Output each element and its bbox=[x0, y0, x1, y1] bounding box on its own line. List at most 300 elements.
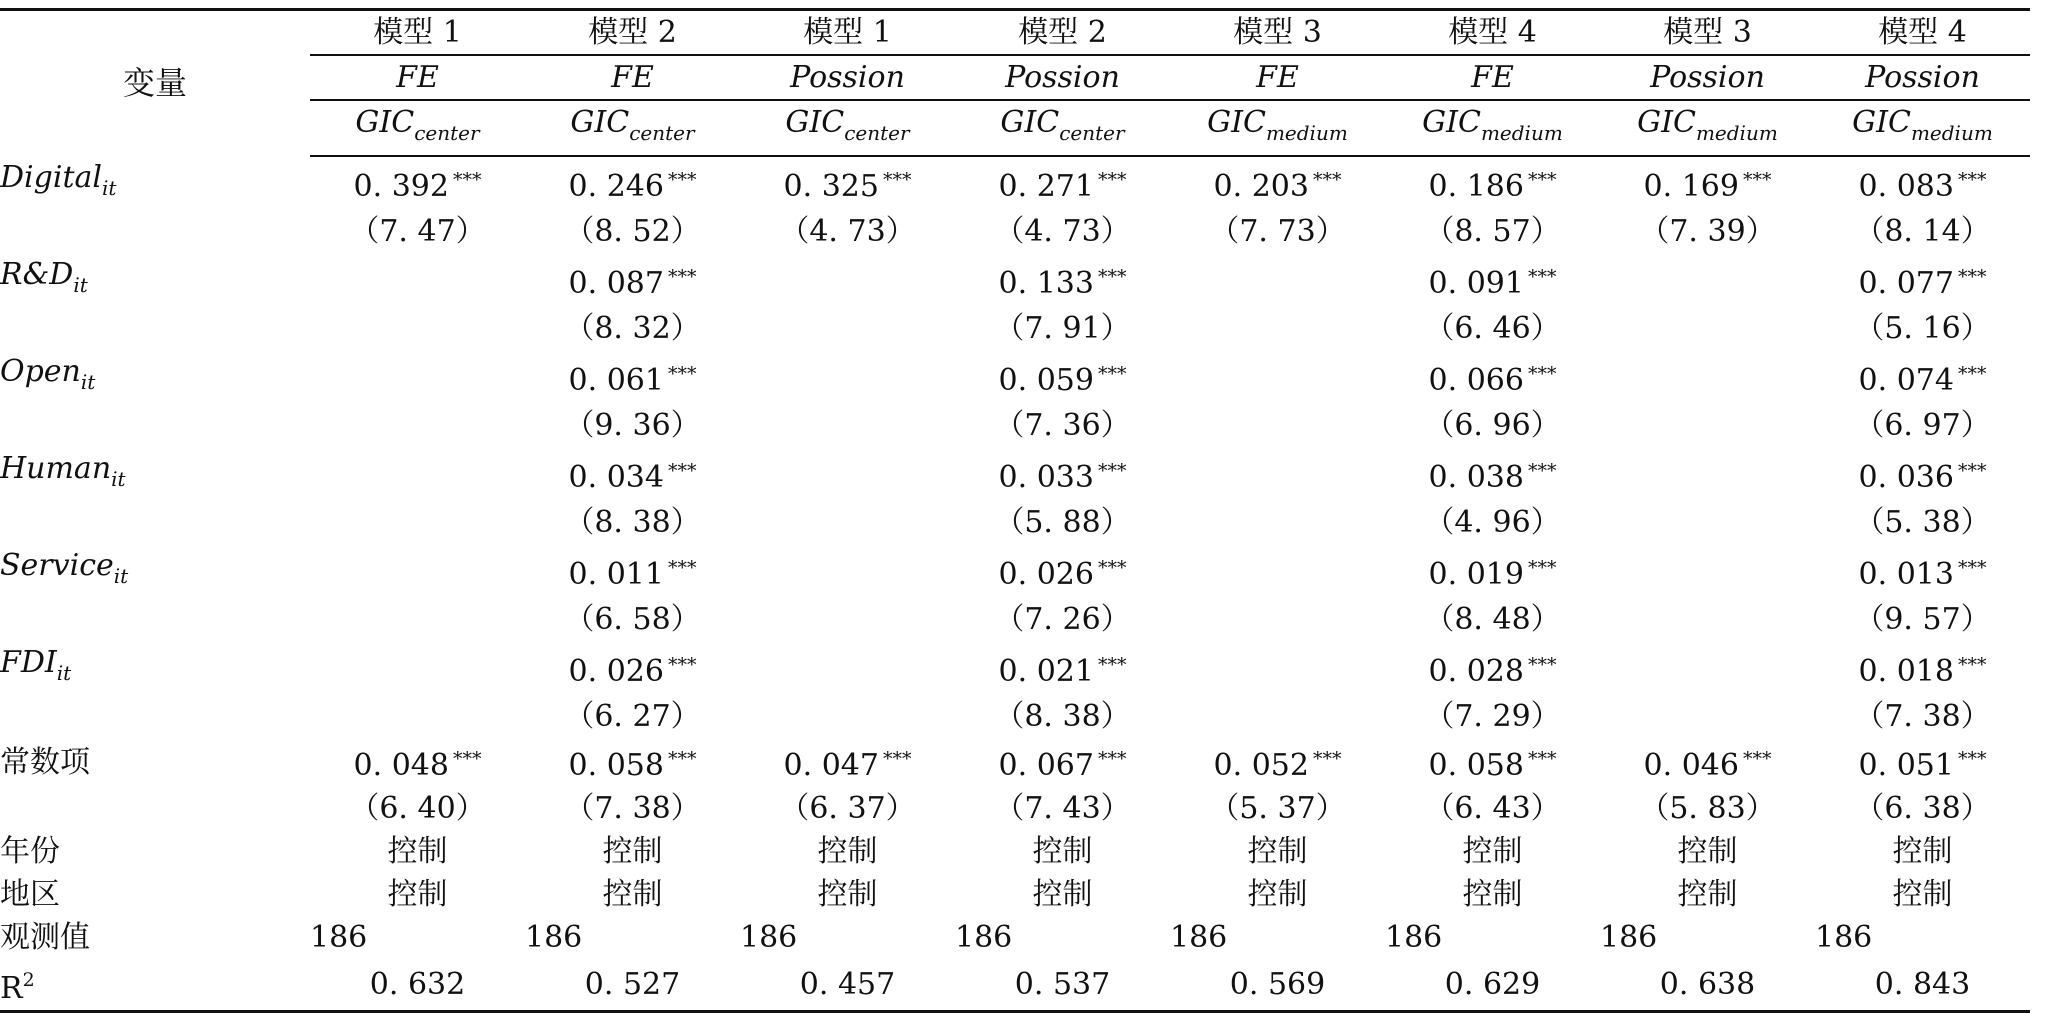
method-header: Possion bbox=[1815, 55, 2030, 100]
coefficient-value: 0. 091 bbox=[1428, 265, 1524, 301]
coefficient-value: 0. 033 bbox=[998, 459, 1094, 495]
coefficient-row bbox=[0, 447, 2030, 501]
coefficient-cell bbox=[955, 447, 1170, 501]
dependent-variable-subscript: center bbox=[629, 121, 695, 145]
coefficient-cell bbox=[740, 350, 955, 404]
footer-row-obs bbox=[0, 916, 2030, 959]
coefficient-row bbox=[0, 544, 2030, 598]
variable-name: Service bbox=[0, 548, 114, 583]
t-statistic-value: （6. 37） bbox=[779, 791, 916, 826]
coefficient-value: 0. 052 bbox=[1213, 748, 1309, 783]
variable-name-cell bbox=[0, 738, 310, 787]
coefficient-cell bbox=[1600, 447, 1815, 501]
coefficient-value: 0. 074 bbox=[1858, 362, 1954, 398]
significance-stars: *** bbox=[1527, 169, 1557, 191]
t-statistic-row bbox=[0, 404, 2030, 447]
t-statistic-value: （8. 48） bbox=[1424, 602, 1561, 637]
method-header: FE bbox=[310, 55, 525, 100]
t-statistic-value: （4. 73） bbox=[994, 214, 1131, 249]
coefficient-value: 0. 018 bbox=[1858, 653, 1954, 689]
coefficient-cell bbox=[955, 253, 1170, 307]
dependent-variable-name: GIC bbox=[570, 105, 630, 140]
method-header: FE bbox=[1170, 55, 1385, 100]
t-statistic-cell bbox=[740, 695, 955, 738]
region-label: 地区 bbox=[0, 877, 60, 912]
r2-label: R bbox=[0, 971, 23, 1006]
coefficient-value: 0. 246 bbox=[568, 169, 664, 204]
t-statistic-cell bbox=[1170, 307, 1385, 350]
empty-cell bbox=[0, 787, 310, 830]
header-row-models bbox=[0, 10, 2030, 56]
t-statistic-cell bbox=[525, 787, 740, 830]
significance-stars: *** bbox=[1527, 653, 1557, 676]
method-header: FE bbox=[525, 55, 740, 100]
coefficient-cell bbox=[1170, 447, 1385, 501]
variable-subscript: it bbox=[80, 370, 96, 394]
significance-stars: *** bbox=[882, 169, 912, 191]
t-statistic-value: （7. 38） bbox=[564, 791, 701, 826]
empty-cell bbox=[0, 598, 310, 641]
t-statistic-cell bbox=[1385, 695, 1600, 738]
t-statistic-row bbox=[0, 598, 2030, 641]
method-header: Possion bbox=[740, 55, 955, 100]
significance-stars: *** bbox=[667, 459, 697, 482]
coefficient-value: 0. 058 bbox=[568, 748, 664, 783]
variable-subscript: it bbox=[56, 661, 72, 685]
year-value: 控制 bbox=[1677, 834, 1738, 869]
dependent-variable-header bbox=[310, 100, 525, 156]
t-statistic-cell bbox=[310, 307, 525, 350]
coefficient-value: 0. 066 bbox=[1428, 362, 1524, 398]
t-statistic-cell bbox=[525, 695, 740, 738]
dependent-variable-header bbox=[740, 100, 955, 156]
coefficient-cell bbox=[1600, 544, 1815, 598]
t-statistic-value: （4. 96） bbox=[1424, 505, 1561, 540]
dependent-variable-name: GIC bbox=[1852, 105, 1911, 140]
t-statistic-value: （7. 91） bbox=[994, 311, 1131, 346]
t-statistic-cell bbox=[1600, 787, 1815, 830]
coefficient-cell bbox=[1815, 156, 2030, 210]
t-statistic-cell bbox=[1385, 307, 1600, 350]
coefficient-row bbox=[0, 253, 2030, 307]
t-statistic-cell bbox=[310, 598, 525, 641]
t-statistic-value: （8. 38） bbox=[994, 699, 1131, 734]
coefficient-cell bbox=[1170, 350, 1385, 404]
coefficient-cell bbox=[740, 253, 955, 307]
r2-value: 0. 629 bbox=[1444, 967, 1541, 1002]
obs-value: 186 bbox=[525, 920, 583, 955]
method-header: Possion bbox=[1600, 55, 1815, 100]
t-statistic-cell bbox=[1815, 404, 2030, 447]
coefficient-value: 0. 133 bbox=[998, 265, 1094, 301]
variable-name: FDI bbox=[0, 645, 57, 680]
t-statistic-row bbox=[0, 695, 2030, 738]
variable-name: 常数项 bbox=[0, 745, 90, 780]
region-value: 控制 bbox=[602, 877, 663, 912]
variable-name: R&D bbox=[0, 257, 74, 292]
significance-stars: *** bbox=[882, 748, 912, 770]
coefficient-cell bbox=[1385, 447, 1600, 501]
coefficient-value: 0. 392 bbox=[353, 169, 449, 204]
empty-cell bbox=[0, 307, 310, 350]
coefficient-value: 0. 059 bbox=[998, 362, 1094, 398]
variable-subscript: it bbox=[101, 176, 117, 200]
model-header: 模型 1 bbox=[310, 10, 525, 56]
t-statistic-cell bbox=[955, 598, 1170, 641]
empty-cell bbox=[0, 501, 310, 544]
significance-stars: *** bbox=[1742, 748, 1772, 770]
significance-stars: *** bbox=[1957, 459, 1987, 482]
t-statistic-value: （5. 16） bbox=[1854, 311, 1991, 346]
dependent-variable-header bbox=[1600, 100, 1815, 156]
coefficient-value: 0. 169 bbox=[1643, 169, 1739, 204]
coefficient-value: 0. 047 bbox=[783, 748, 879, 783]
footer-row-year bbox=[0, 830, 2030, 873]
coefficient-cell bbox=[1600, 253, 1815, 307]
obs-value: 186 bbox=[955, 920, 1013, 955]
r2-value: 0. 843 bbox=[1874, 967, 1971, 1002]
coefficient-cell bbox=[1385, 350, 1600, 404]
coefficient-cell bbox=[955, 350, 1170, 404]
dependent-variable-header bbox=[955, 100, 1170, 156]
significance-stars: *** bbox=[1527, 362, 1557, 385]
coefficient-cell bbox=[740, 641, 955, 695]
empty-cell bbox=[0, 404, 310, 447]
coefficient-cell bbox=[1385, 253, 1600, 307]
coefficient-cell bbox=[1815, 544, 2030, 598]
year-value: 控制 bbox=[387, 834, 448, 869]
variable-name-cell bbox=[0, 447, 310, 501]
model-header: 模型 2 bbox=[955, 10, 1170, 56]
t-statistic-cell bbox=[740, 787, 955, 830]
table-body bbox=[0, 10, 2030, 1012]
footer-label bbox=[0, 959, 310, 1012]
significance-stars: *** bbox=[1527, 459, 1557, 482]
model-header: 模型 4 bbox=[1385, 10, 1600, 56]
t-statistic-row bbox=[0, 787, 2030, 830]
coefficient-cell bbox=[1815, 447, 2030, 501]
coefficient-cell bbox=[525, 253, 740, 307]
model-header: 模型 1 bbox=[740, 10, 955, 56]
significance-stars: *** bbox=[1957, 362, 1987, 385]
region-value: 控制 bbox=[387, 877, 448, 912]
coefficient-row bbox=[0, 738, 2030, 787]
t-statistic-value: （7. 36） bbox=[994, 408, 1131, 443]
obs-value: 186 bbox=[1385, 920, 1443, 955]
dependent-variable-subscript: center bbox=[414, 121, 480, 145]
coefficient-cell bbox=[740, 738, 955, 787]
significance-stars: *** bbox=[1097, 556, 1127, 579]
significance-stars: *** bbox=[667, 653, 697, 676]
footer-row-region bbox=[0, 873, 2030, 916]
r2-value: 0. 537 bbox=[1014, 967, 1111, 1002]
t-statistic-cell bbox=[740, 404, 955, 447]
coefficient-cell bbox=[310, 544, 525, 598]
coefficient-cell bbox=[740, 156, 955, 210]
coefficient-cell bbox=[525, 447, 740, 501]
coefficient-cell bbox=[1170, 544, 1385, 598]
region-value: 控制 bbox=[1032, 877, 1093, 912]
t-statistic-cell bbox=[310, 695, 525, 738]
regression-table bbox=[0, 8, 2030, 1013]
t-statistic-cell bbox=[1600, 598, 1815, 641]
t-statistic-cell bbox=[1815, 787, 2030, 830]
significance-stars: *** bbox=[1097, 459, 1127, 482]
t-statistic-cell bbox=[1170, 210, 1385, 253]
dependent-variable-name: GIC bbox=[355, 105, 415, 140]
t-statistic-cell bbox=[955, 501, 1170, 544]
t-statistic-value: （6. 46） bbox=[1424, 311, 1561, 346]
method-header: Possion bbox=[955, 55, 1170, 100]
t-statistic-cell bbox=[955, 787, 1170, 830]
t-statistic-value: （6. 40） bbox=[349, 791, 486, 826]
significance-stars: *** bbox=[452, 748, 482, 770]
region-value: 控制 bbox=[1462, 877, 1523, 912]
t-statistic-cell bbox=[525, 404, 740, 447]
t-statistic-value: （9. 36） bbox=[564, 408, 701, 443]
dependent-variable-header bbox=[1385, 100, 1600, 156]
t-statistic-cell bbox=[1600, 404, 1815, 447]
significance-stars: *** bbox=[1097, 265, 1127, 288]
variable-name-cell bbox=[0, 350, 310, 404]
coefficient-cell bbox=[1170, 156, 1385, 210]
coefficient-cell bbox=[525, 738, 740, 787]
variable-name-cell bbox=[0, 544, 310, 598]
t-statistic-value: （9. 57） bbox=[1854, 602, 1991, 637]
t-statistic-cell bbox=[1385, 598, 1600, 641]
variable-subscript: it bbox=[111, 467, 126, 491]
coefficient-cell bbox=[1385, 544, 1600, 598]
t-statistic-cell bbox=[1600, 501, 1815, 544]
region-value: 控制 bbox=[817, 877, 878, 912]
t-statistic-value: （8. 52） bbox=[564, 214, 701, 249]
region-value: 控制 bbox=[1247, 877, 1308, 912]
dependent-variable-subscript: medium bbox=[1695, 121, 1778, 145]
significance-stars: *** bbox=[667, 556, 697, 579]
coefficient-value: 0. 058 bbox=[1428, 748, 1524, 783]
year-value: 控制 bbox=[1247, 834, 1308, 869]
t-statistic-value: （5. 37） bbox=[1209, 791, 1346, 826]
coefficient-value: 0. 186 bbox=[1428, 169, 1524, 204]
significance-stars: *** bbox=[1312, 748, 1342, 770]
coefficient-cell bbox=[1170, 641, 1385, 695]
t-statistic-cell bbox=[525, 307, 740, 350]
coefficient-cell bbox=[1815, 738, 2030, 787]
coefficient-cell bbox=[1170, 738, 1385, 787]
t-statistic-cell bbox=[1815, 210, 2030, 253]
dependent-variable-subscript: center bbox=[1059, 121, 1125, 145]
t-statistic-cell bbox=[310, 787, 525, 830]
significance-stars: *** bbox=[1527, 748, 1557, 770]
coefficient-value: 0. 038 bbox=[1428, 459, 1524, 495]
coefficient-cell bbox=[525, 641, 740, 695]
t-statistic-cell bbox=[955, 695, 1170, 738]
t-statistic-value: （7. 39） bbox=[1639, 214, 1776, 249]
significance-stars: *** bbox=[1097, 169, 1127, 191]
coefficient-value: 0. 325 bbox=[783, 169, 879, 204]
coefficient-cell bbox=[1170, 253, 1385, 307]
r2-value: 0. 457 bbox=[799, 967, 896, 1002]
coefficient-value: 0. 036 bbox=[1858, 459, 1954, 495]
variable-name: Open bbox=[0, 354, 81, 389]
dependent-variable-header bbox=[1170, 100, 1385, 156]
year-value: 控制 bbox=[1032, 834, 1093, 869]
t-statistic-value: （6. 38） bbox=[1854, 791, 1991, 826]
t-statistic-cell bbox=[1170, 598, 1385, 641]
t-statistic-value: （7. 29） bbox=[1424, 699, 1561, 734]
t-statistic-value: （8. 57） bbox=[1424, 214, 1561, 249]
t-statistic-value: （8. 14） bbox=[1854, 214, 1991, 249]
significance-stars: *** bbox=[1527, 265, 1557, 288]
t-statistic-value: （6. 97） bbox=[1854, 408, 1991, 443]
significance-stars: *** bbox=[1742, 169, 1772, 191]
coefficient-value: 0. 011 bbox=[568, 556, 664, 592]
t-statistic-cell bbox=[1385, 404, 1600, 447]
coefficient-cell bbox=[310, 156, 525, 210]
obs-value: 186 bbox=[1815, 920, 1873, 955]
t-statistic-cell bbox=[1170, 695, 1385, 738]
significance-stars: *** bbox=[1097, 653, 1127, 676]
model-header: 模型 3 bbox=[1170, 10, 1385, 56]
t-statistic-cell bbox=[1170, 787, 1385, 830]
coefficient-value: 0. 077 bbox=[1858, 265, 1954, 301]
footer-label bbox=[0, 916, 310, 959]
dependent-variable-name: GIC bbox=[1422, 105, 1481, 140]
t-statistic-value: （6. 96） bbox=[1424, 408, 1561, 443]
t-statistic-cell bbox=[310, 501, 525, 544]
t-statistic-cell bbox=[1815, 501, 2030, 544]
coefficient-value: 0. 026 bbox=[568, 653, 664, 689]
model-header: 模型 4 bbox=[1815, 10, 2030, 56]
significance-stars: *** bbox=[1957, 169, 1987, 191]
dependent-variable-name: GIC bbox=[1207, 105, 1266, 140]
year-value: 控制 bbox=[1892, 834, 1953, 869]
coefficient-cell bbox=[955, 641, 1170, 695]
coefficient-cell bbox=[310, 350, 525, 404]
obs-label: 观测值 bbox=[0, 920, 90, 955]
coefficient-cell bbox=[1815, 253, 2030, 307]
variable-column-header: 变量 bbox=[122, 64, 187, 102]
t-statistic-value: （7. 26） bbox=[994, 602, 1131, 637]
obs-value: 186 bbox=[1600, 920, 1658, 955]
footer-label bbox=[0, 830, 310, 873]
t-statistic-value: （7. 47） bbox=[349, 214, 486, 249]
significance-stars: *** bbox=[1957, 265, 1987, 288]
t-statistic-cell bbox=[740, 210, 955, 253]
dependent-variable-name: GIC bbox=[1000, 105, 1060, 140]
coefficient-cell bbox=[1600, 156, 1815, 210]
t-statistic-cell bbox=[525, 501, 740, 544]
significance-stars: *** bbox=[452, 169, 482, 191]
coefficient-cell bbox=[955, 544, 1170, 598]
t-statistic-cell bbox=[740, 501, 955, 544]
t-statistic-cell bbox=[1600, 210, 1815, 253]
coefficient-value: 0. 087 bbox=[568, 265, 664, 301]
significance-stars: *** bbox=[1097, 748, 1127, 770]
coefficient-cell bbox=[525, 350, 740, 404]
coefficient-row bbox=[0, 350, 2030, 404]
coefficient-cell bbox=[310, 641, 525, 695]
coefficient-cell bbox=[740, 447, 955, 501]
significance-stars: *** bbox=[1957, 556, 1987, 579]
dependent-variable-header bbox=[525, 100, 740, 156]
r2-value: 0. 632 bbox=[369, 967, 466, 1002]
model-header: 模型 3 bbox=[1600, 10, 1815, 56]
coefficient-value: 0. 083 bbox=[1858, 169, 1954, 204]
t-statistic-value: （5. 38） bbox=[1854, 505, 1991, 540]
coefficient-cell bbox=[1815, 350, 2030, 404]
t-statistic-value: （6. 43） bbox=[1424, 791, 1561, 826]
coefficient-cell bbox=[525, 544, 740, 598]
t-statistic-cell bbox=[1600, 695, 1815, 738]
t-statistic-cell bbox=[955, 404, 1170, 447]
t-statistic-value: （7. 73） bbox=[1209, 214, 1346, 249]
region-value: 控制 bbox=[1677, 877, 1738, 912]
model-header: 模型 2 bbox=[525, 10, 740, 56]
coefficient-cell bbox=[310, 738, 525, 787]
significance-stars: *** bbox=[1527, 556, 1557, 579]
dependent-variable-subscript: medium bbox=[1910, 121, 1993, 145]
coefficient-value: 0. 013 bbox=[1858, 556, 1954, 592]
significance-stars: *** bbox=[667, 362, 697, 385]
significance-stars: *** bbox=[667, 169, 697, 191]
coefficient-value: 0. 021 bbox=[998, 653, 1094, 689]
r2-label-superscript: 2 bbox=[22, 969, 35, 991]
variable-subscript: it bbox=[113, 564, 129, 588]
coefficient-value: 0. 034 bbox=[568, 459, 664, 495]
coefficient-cell bbox=[955, 156, 1170, 210]
dependent-variable-header bbox=[1815, 100, 2030, 156]
t-statistic-cell bbox=[1600, 307, 1815, 350]
coefficient-value: 0. 067 bbox=[998, 748, 1094, 783]
year-value: 控制 bbox=[817, 834, 878, 869]
t-statistic-cell bbox=[310, 404, 525, 447]
t-statistic-cell bbox=[740, 598, 955, 641]
t-statistic-cell bbox=[310, 210, 525, 253]
significance-stars: *** bbox=[1957, 748, 1987, 770]
t-statistic-value: （6. 27） bbox=[564, 699, 701, 734]
t-statistic-row bbox=[0, 210, 2030, 253]
t-statistic-cell bbox=[1170, 404, 1385, 447]
t-statistic-value: （5. 88） bbox=[994, 505, 1131, 540]
coefficient-cell bbox=[1600, 641, 1815, 695]
t-statistic-cell bbox=[740, 307, 955, 350]
coefficient-row bbox=[0, 156, 2030, 210]
t-statistic-value: （8. 38） bbox=[564, 505, 701, 540]
significance-stars: *** bbox=[1312, 169, 1342, 191]
dependent-variable-name: GIC bbox=[1637, 105, 1696, 140]
t-statistic-value: （8. 32） bbox=[564, 311, 701, 346]
coefficient-value: 0. 019 bbox=[1428, 556, 1524, 592]
t-statistic-row bbox=[0, 307, 2030, 350]
coefficient-value: 0. 026 bbox=[998, 556, 1094, 592]
dependent-variable-subscript: medium bbox=[1265, 121, 1348, 145]
coefficient-value: 0. 028 bbox=[1428, 653, 1524, 689]
significance-stars: *** bbox=[1957, 653, 1987, 676]
variable-name-cell bbox=[0, 253, 310, 307]
dependent-variable-name: GIC bbox=[785, 105, 845, 140]
variable-name-cell bbox=[0, 156, 310, 210]
t-statistic-cell bbox=[1170, 501, 1385, 544]
coefficient-cell bbox=[1385, 641, 1600, 695]
obs-value: 186 bbox=[740, 920, 798, 955]
coefficient-value: 0. 051 bbox=[1858, 748, 1954, 783]
coefficient-cell bbox=[525, 156, 740, 210]
variable-subscript: it bbox=[73, 273, 88, 297]
r2-value: 0. 638 bbox=[1659, 967, 1756, 1002]
t-statistic-cell bbox=[525, 598, 740, 641]
coefficient-cell bbox=[1600, 738, 1815, 787]
